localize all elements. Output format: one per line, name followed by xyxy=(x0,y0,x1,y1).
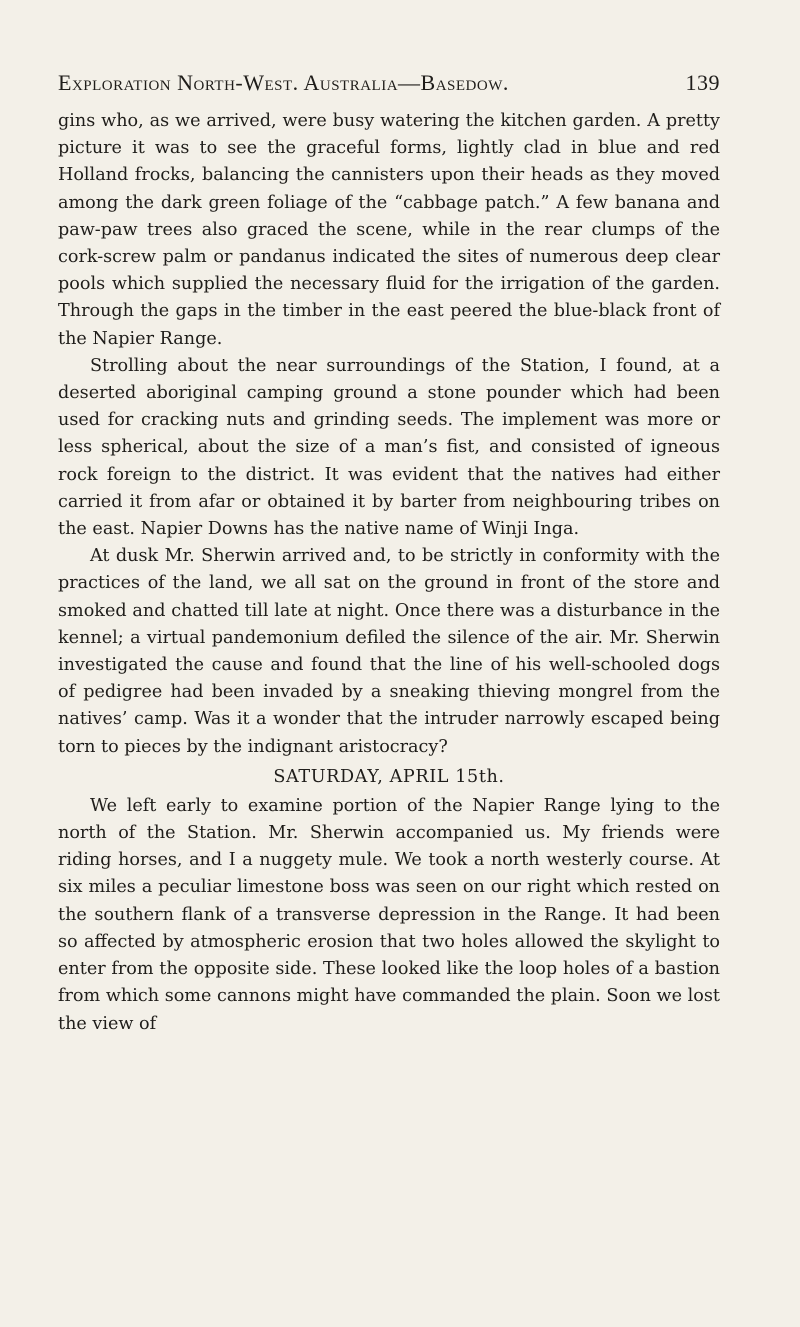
page-number: 139 xyxy=(685,70,720,95)
paragraph-4: We left early to examine portion of the Napier Range lying to the north of the Station. Mr. Sherwin accompanied us. My friends were riding horses, and I a nuggety mule. We took a north westerly course. At six miles a peculiar limestone boss was seen on our right which rested on the southern flank of a transverse depression in the Range. It had been so affected by atmospheric erosion that two holes allowed the skylight to enter from the opposite side. These looked like the loop holes of a bastion from which some cannons might have commanded the plain. Soon we lost the view of xyxy=(58,795,720,1034)
running-title: Exploration North-West. Australia—Basedow. xyxy=(58,70,509,95)
section-heading: SATURDAY, APRIL 15th. xyxy=(273,766,505,787)
paragraph-1: gins who, as we arrived, were busy watering the kitchen garden. A pretty picture it was to see the graceful forms, lightly clad in blue and red Holland frocks, balancing the cannisters upon their heads as they moved among the dark green foliage of the “cabbage patch.” A few banana and paw-paw trees also graced the scene, while in the rear clumps of the cork-screw palm or pandanus indicated the sites of numerous deep clear pools which supplied the necessary fluid for the irrigation of the garden. Through the gaps in the timber in the east peered the blue-black front of the Napier Range. xyxy=(58,111,720,349)
body-text xyxy=(58,108,720,1038)
running-header xyxy=(58,70,720,96)
paragraph-2: Strolling about the near surroundings of the Station, I found, at a deserted aboriginal camping ground a stone pounder which had been used for cracking nuts and grinding seeds. The implement was more or less spherical, about the size of a man’s fist, and consisted of igneous rock foreign to the district. It was evident that the natives had either carried it from afar or obtained it by barter from neighbouring tribes on the east. Napier Downs has the native name of Winji Inga. xyxy=(58,355,720,540)
paragraph-3: At dusk Mr. Sherwin arrived and, to be strictly in conformity with the practices of the land, we all sat on the ground in front of the store and smoked and chatted till late at night. Once there was a disturbance in the kennel; a virtual pandemonium defiled the silence of the air. Mr. Sherwin investigated the cause and found that the line of his well-schooled dogs of pedigree had been invaded by a sneaking thieving mongrel from the natives’ camp. Was it a wonder that the intruder narrowly escaped being torn to pieces by the indignant aristocracy? xyxy=(58,546,720,757)
